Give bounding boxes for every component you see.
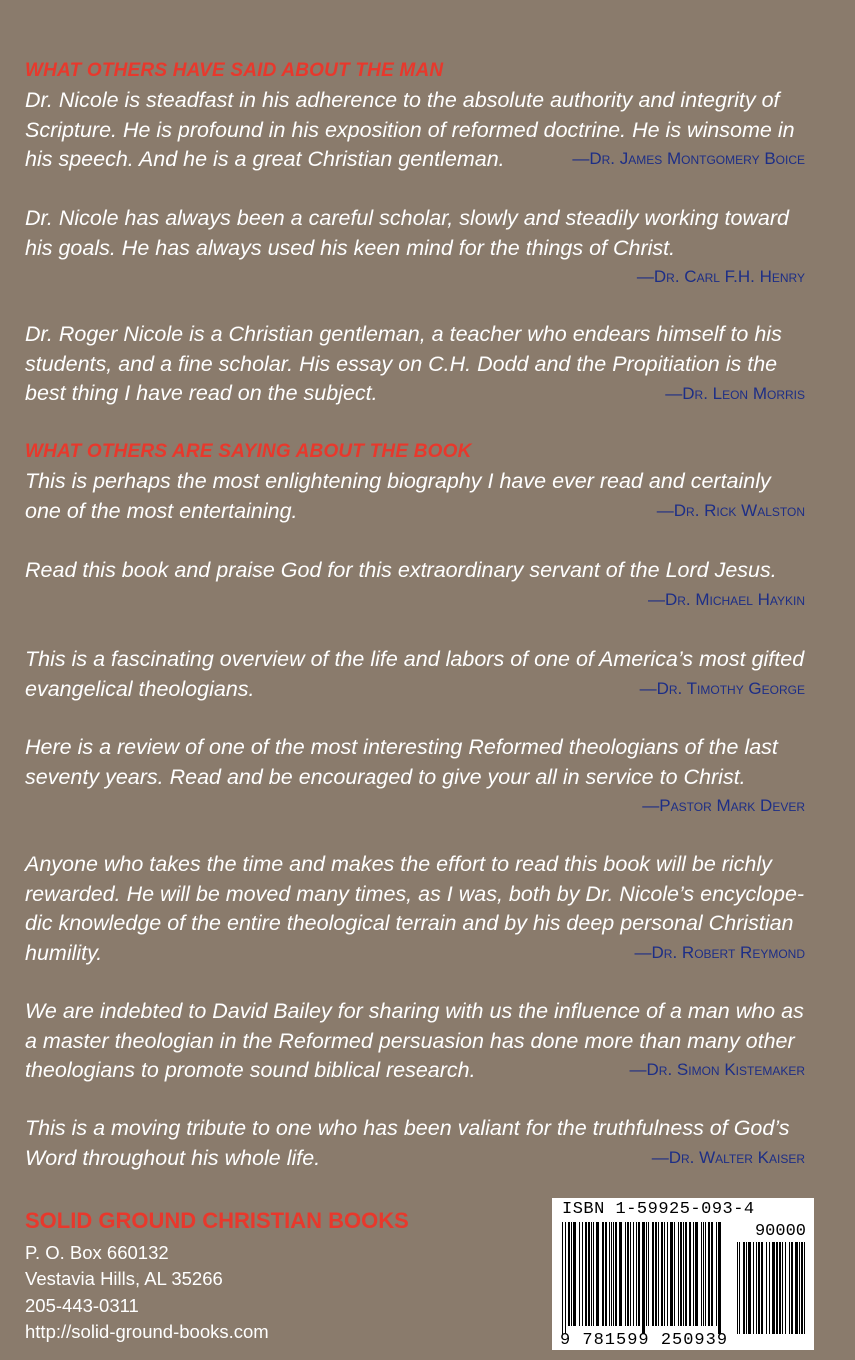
barcode-bar — [596, 1222, 599, 1326]
barcode-bar — [667, 1222, 668, 1326]
ean-number: 9 781599 250939 — [560, 1331, 729, 1350]
barcode-bar — [638, 1222, 640, 1326]
barcode-bar — [582, 1222, 583, 1326]
barcode-bar — [683, 1222, 684, 1326]
publisher-name: SOLID GROUND CHRISTIAN BOOKS — [25, 1208, 409, 1233]
barcode-bar — [642, 1222, 645, 1334]
barcode-addon-bar — [769, 1242, 770, 1334]
quote-line: best thing I have read on the subject. — [25, 381, 378, 405]
quote-line: Dr. Nicole is steadfast in his adherence to the absolute authority and integrity of — [25, 88, 780, 112]
price-code: 90000 — [754, 1222, 806, 1241]
barcode-addon-bar — [782, 1242, 783, 1334]
quote-line: Read this book and praise God for this extraordinary servant of the Lord Jesus. — [25, 558, 777, 582]
barcode-bar — [716, 1222, 717, 1326]
barcode-bar — [625, 1222, 626, 1326]
attribution-morris: —Dr. Leon Morris — [665, 384, 805, 403]
barcode-bar — [585, 1222, 587, 1326]
quote-line: Scripture. He is profound in his exposition of reformed doctrine. He is winsome in — [25, 117, 795, 142]
barcode-bar — [571, 1222, 572, 1326]
quote-line: theologians to promote sound biblical research. — [25, 1058, 476, 1082]
barcode-bar — [701, 1222, 702, 1326]
barcode-bar — [609, 1222, 610, 1326]
barcode-addon-bar — [748, 1242, 751, 1334]
quote-line: seventy years. Read and be encouraged to give your all in service to Christ. — [25, 764, 746, 789]
barcode-addon-bar — [753, 1242, 754, 1334]
quote-dever — [25, 733, 825, 792]
barcode-bar — [646, 1222, 647, 1326]
attribution-kaiser: —Dr. Walter Kaiser — [651, 1148, 805, 1167]
barcode-bar — [689, 1222, 691, 1326]
barcode-bar — [627, 1222, 629, 1326]
publisher-city: Vestavia Hills, AL 35266 — [25, 1268, 223, 1289]
barcode-bar — [579, 1222, 580, 1326]
isbn-number: ISBN 1-59925-093-4 — [562, 1200, 755, 1219]
quote-line: one of the most entertaining. — [25, 498, 298, 523]
quote-line: This is a moving tribute to one who has been valiant for the truthfulness of God’s — [25, 1116, 790, 1140]
barcode-addon-bar — [761, 1242, 763, 1334]
attribution-kistemaker: —Dr. Simon Kistemaker — [629, 1060, 805, 1079]
barcode-bar — [593, 1222, 594, 1326]
quote-line: Word throughout his whole life. — [25, 1145, 321, 1170]
barcode-bar — [703, 1222, 704, 1326]
barcode-bar — [602, 1222, 604, 1326]
barcode-bar — [605, 1222, 607, 1326]
barcode-bar — [648, 1222, 649, 1326]
barcode-bar — [658, 1222, 659, 1326]
barcode-addon-bar — [799, 1242, 800, 1334]
quote-line: Anyone who takes the time and makes the effort to read this book will be richly — [25, 852, 772, 876]
barcode-bar — [652, 1222, 654, 1326]
barcode-addon-bar — [743, 1242, 745, 1334]
barcode-bar — [695, 1222, 698, 1326]
barcode-addon-bar — [746, 1242, 747, 1334]
quote-line: Dr. Nicole has always been a careful scholar, slowly and steadily working toward — [25, 206, 790, 230]
publisher-po-box: P. O. Box 660132 — [25, 1242, 169, 1263]
barcode-addon-bar — [791, 1242, 793, 1334]
quote-line: evangelical theologians. — [25, 676, 255, 701]
quote-line: Here is a review of one of the most interesting Reformed theologians of the last — [25, 735, 778, 759]
quote-line: This is perhaps the most enlightening biography I have ever read and certainly — [25, 469, 771, 493]
quote-line: a master theologian in the Reformed persuasion has done more than many other — [25, 1028, 795, 1053]
barcode-bar — [708, 1222, 710, 1326]
attribution-boice: —Dr. James Montgomery Boice — [572, 149, 805, 168]
barcode-addon-bar — [804, 1242, 805, 1334]
attribution-george: —Dr. Timothy George — [639, 679, 805, 698]
barcode-bar — [674, 1222, 675, 1326]
isbn-barcode — [552, 1198, 814, 1350]
barcode-bar — [611, 1222, 612, 1326]
barcode-bar — [680, 1222, 682, 1326]
barcode-addon-bar — [766, 1242, 767, 1334]
barcode-bar — [718, 1222, 721, 1334]
barcode-bar — [630, 1222, 631, 1326]
attribution-walston: —Dr. Rick Walston — [656, 501, 805, 520]
barcode-bar — [633, 1222, 634, 1326]
quote-line: his goals. He has always used his keen mind for the things of Christ. — [25, 235, 676, 260]
barcode-addon-bar — [795, 1242, 798, 1334]
barcode-bar — [661, 1222, 663, 1326]
barcode-addon-bar — [739, 1242, 740, 1334]
quote-line: humility. — [25, 940, 103, 965]
barcode-addon-bar — [758, 1242, 760, 1334]
barcode-addon-bar — [801, 1242, 803, 1334]
barcode-addon-bar — [772, 1242, 775, 1334]
barcode-bar — [573, 1222, 576, 1326]
barcode-bar — [565, 1222, 566, 1334]
quote-line: We are indebted to David Bailey for sharing with us the influence of a man who as — [25, 999, 804, 1023]
barcode-bar — [636, 1222, 637, 1326]
barcode-bar — [613, 1222, 614, 1326]
attribution-reymond: —Dr. Robert Reymond — [634, 943, 805, 962]
barcode-addon-bar — [779, 1242, 781, 1334]
barcode-bar — [664, 1222, 665, 1326]
barcode-bar — [588, 1222, 590, 1326]
barcode-bar — [568, 1222, 570, 1326]
barcode-bar — [615, 1222, 617, 1326]
barcode-bar — [693, 1222, 694, 1326]
quote-line: his speech. And he is a great Christian gentleman. — [25, 147, 505, 171]
barcode-bar — [655, 1222, 657, 1326]
quote-line: rewarded. He will be moved many times, as I was, both by Dr. Nicole’s encyclope- — [25, 881, 805, 906]
quote-haykin — [25, 556, 825, 586]
quote-henry — [25, 204, 825, 263]
barcode-bar — [591, 1222, 592, 1326]
barcode-bar — [711, 1222, 713, 1326]
barcode-addon-bar — [776, 1242, 778, 1334]
barcode-bar — [619, 1222, 622, 1326]
attribution-dever: —Pastor Mark Dever — [642, 796, 805, 815]
section-heading-book: WHAT OTHERS ARE SAYING ABOUT THE BOOK — [25, 441, 472, 462]
barcode-bar — [705, 1222, 706, 1326]
quote-line: Dr. Roger Nicole is a Christian gentleman, a teacher who endears himself to his — [25, 322, 782, 346]
barcode-bar — [685, 1222, 687, 1326]
barcode-bars — [552, 1198, 814, 1350]
barcode-bar — [562, 1222, 563, 1334]
attribution-henry: —Dr. Carl F.H. Henry — [636, 267, 805, 286]
quote-line: This is a fascinating overview of the life and labors of one of America’s most gifted — [25, 647, 805, 671]
publisher-phone: 205-443-0311 — [25, 1295, 139, 1316]
barcode-addon-bar — [737, 1242, 738, 1334]
section-heading-man: WHAT OTHERS HAVE SAID ABOUT THE MAN — [25, 60, 444, 81]
barcode-addon-bar — [789, 1242, 790, 1334]
barcode-bar — [678, 1222, 679, 1326]
quote-line: students, and a fine scholar. His essay on C.H. Dodd and the Propitiation is the — [25, 351, 778, 376]
publisher-website[interactable]: http://solid-ground-books.com — [25, 1321, 269, 1342]
attribution-haykin: —Dr. Michael Haykin — [647, 590, 805, 609]
barcode-bar — [670, 1222, 673, 1326]
quote-line: dic knowledge of the entire theological terrain and by his deep personal Christian — [25, 911, 794, 935]
barcode-addon-bar — [785, 1242, 786, 1334]
barcode-addon-bar — [756, 1242, 757, 1334]
